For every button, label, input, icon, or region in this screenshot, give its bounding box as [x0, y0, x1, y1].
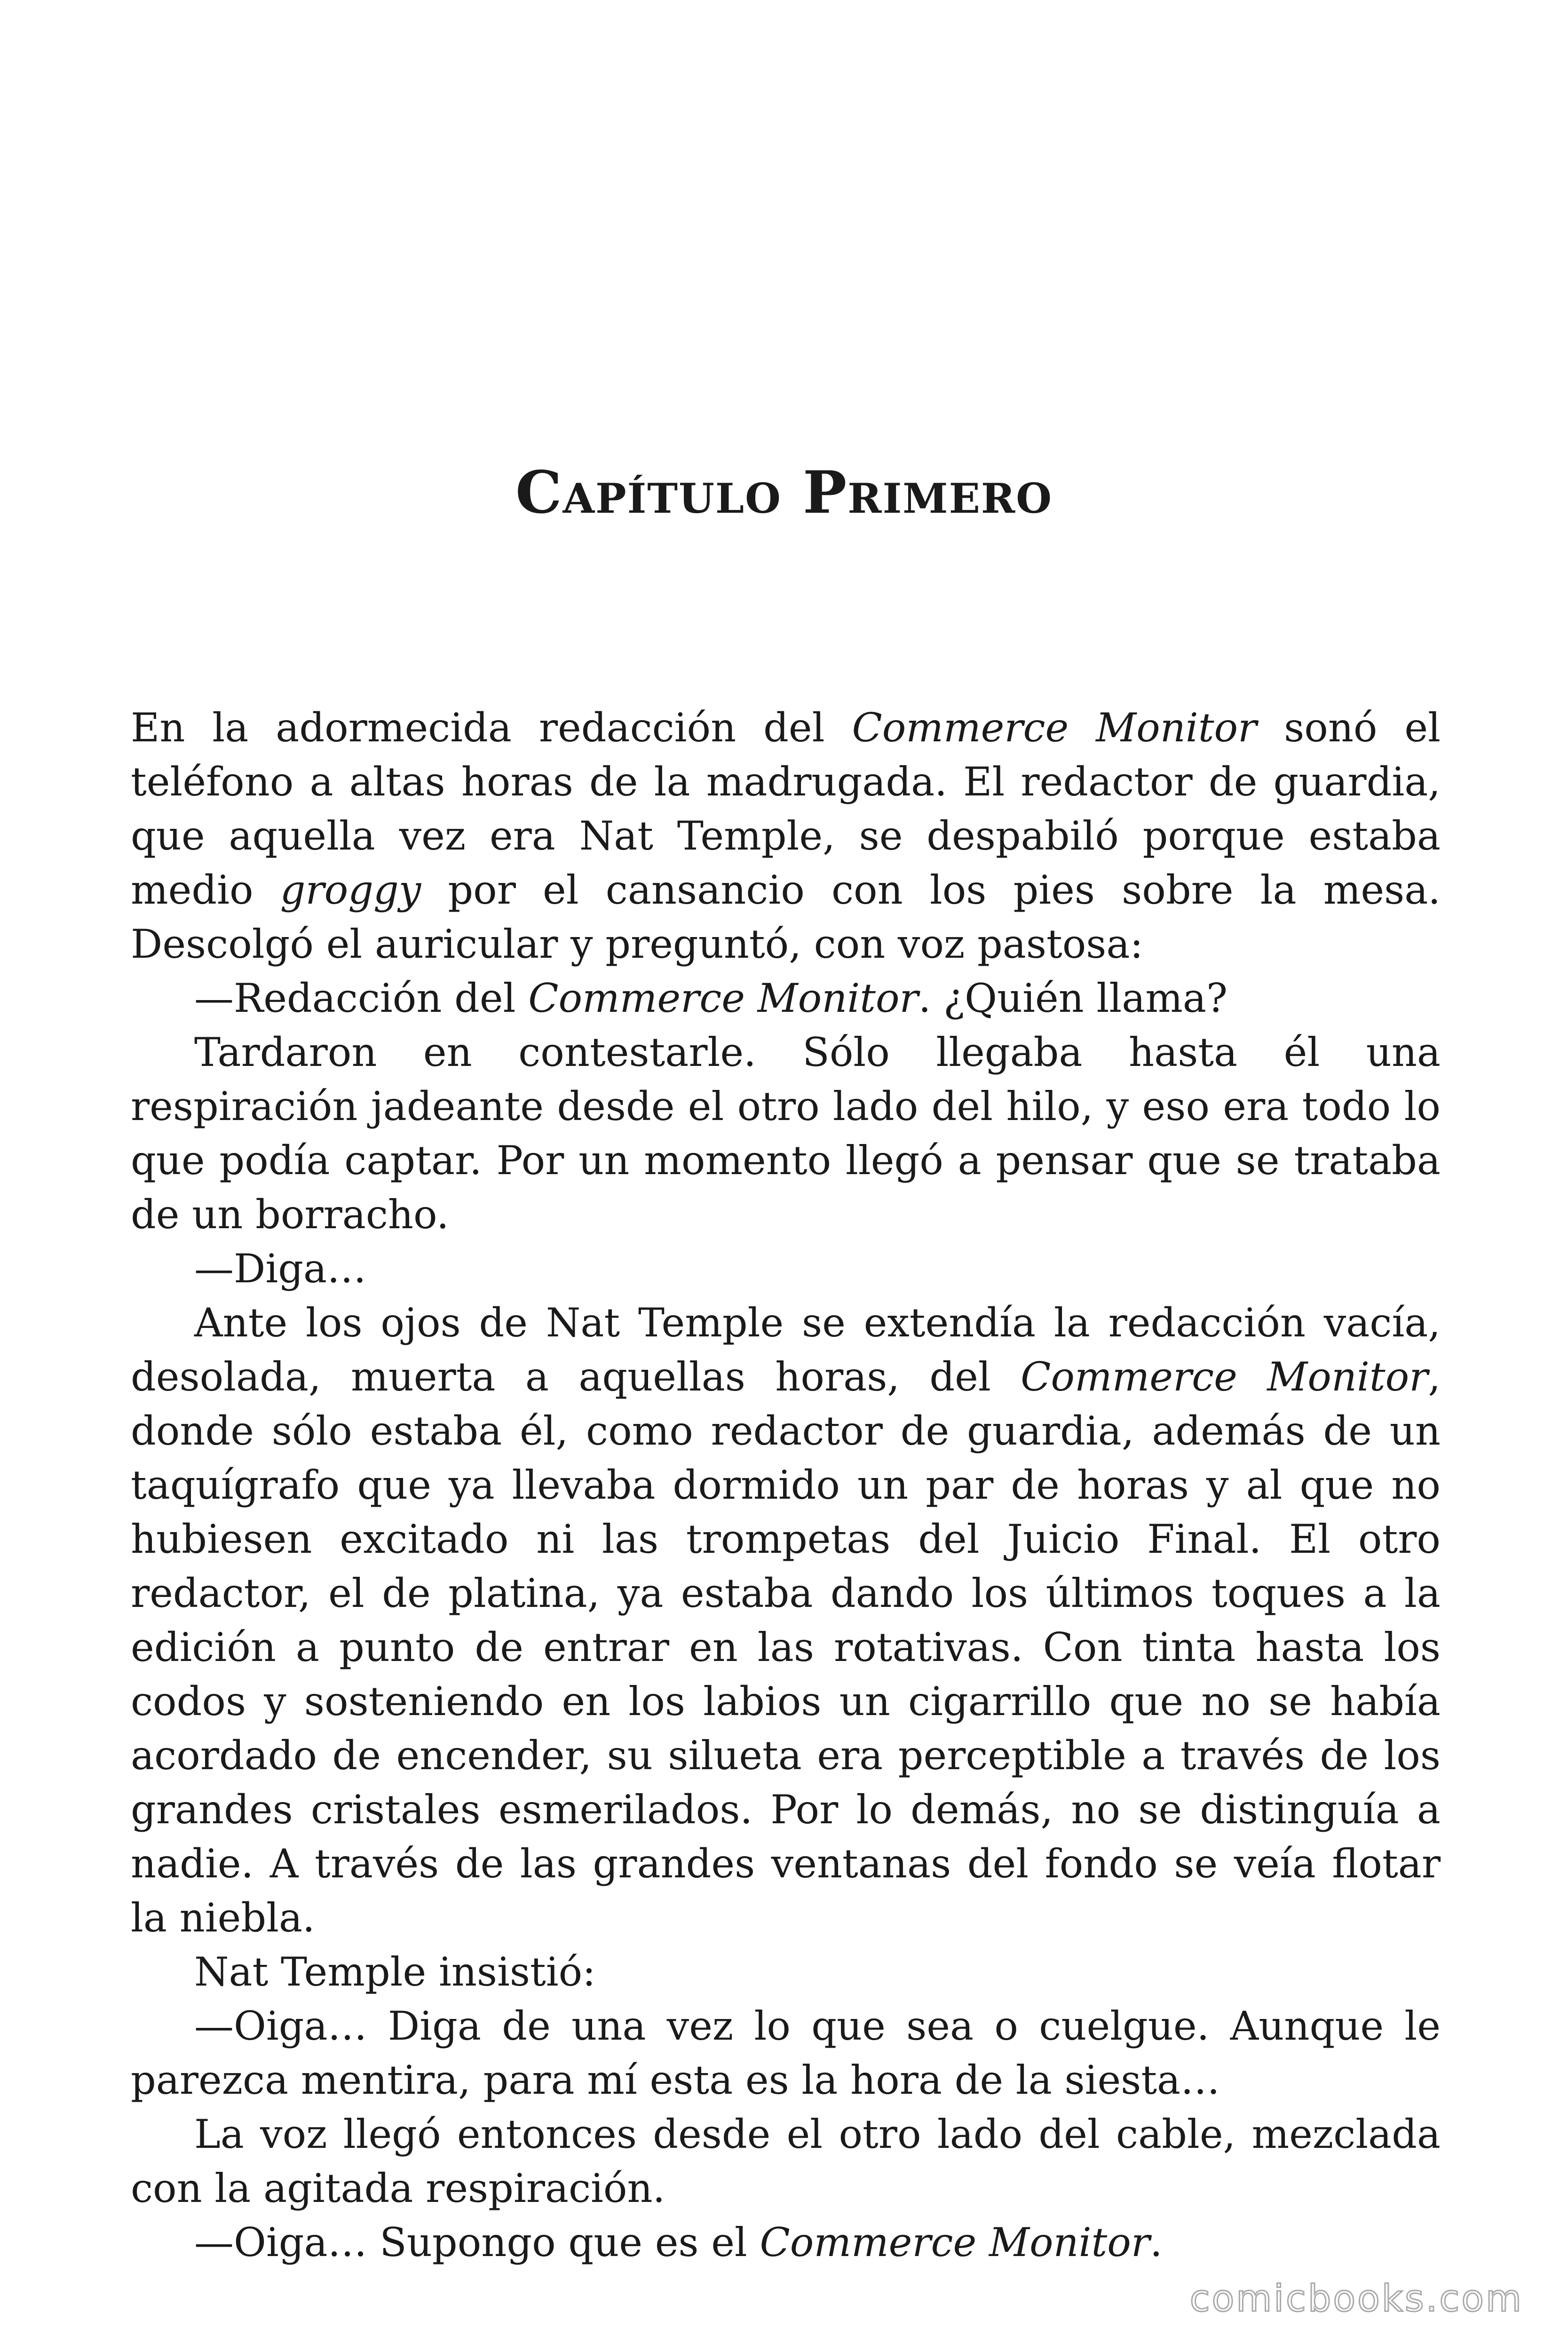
- italic-text: Commerce Monitor: [528, 975, 919, 1021]
- paragraph: [131, 971, 1441, 1025]
- text-segment: —Oiga… Diga de una vez lo que sea o cuelgue. Aunque le parezca mentira, para mí esta es la hora de la siesta…: [131, 2003, 1441, 2103]
- paragraph: [131, 1945, 1441, 1999]
- text-segment: —Diga…: [194, 1246, 367, 1292]
- text-segment: La voz llegó entonces desde el otro lado del cable, mezclada con la agitada respiración.: [131, 2111, 1441, 2211]
- text-segment: Tardaron en contestarle. Sólo llegaba hasta él una respiración jadeante desde el otro lado del hilo, y eso era todo lo que podía captar. Por un momento llegó a pensar que se trataba de un borracho.: [131, 1029, 1441, 1238]
- paragraph: [131, 2216, 1441, 2270]
- text-segment: —Redacción del: [194, 975, 529, 1021]
- paragraph: [131, 701, 1441, 971]
- text-segment: Ante los ojos de Nat Temple se extendía la redacción vacía, desolada, muerta a aquellas horas, del: [131, 1300, 1441, 1400]
- chapter-body: [131, 701, 1441, 2270]
- paragraph: [131, 2107, 1441, 2216]
- text-segment: por el cansancio con los pies sobre la mesa. Descolgó el auricular y preguntó, con voz pastosa:: [131, 867, 1441, 967]
- text-segment: , donde sólo estaba él, como redactor de guardia, además de un taquígrafo que ya llevaba dormido un par de horas y al que no hubiesen excitado ni las trompetas del Juicio Final. El otro redactor, el de platina, ya estaba dando los últimos toques a la edición a punto de entrar en las rotativas. Con tinta hasta los codos y sosteniendo en los labios un cigarrillo que no se había acordado de encender, su silueta era perceptible a través de los grandes cristales esmerilados. Por lo demás, no se distinguía a nadie. A través de las grandes ventanas del fondo se veía flotar la niebla.: [131, 1354, 1441, 1941]
- text-segment: En la adormecida redacción del: [131, 705, 852, 751]
- text-segment: Nat Temple insistió:: [194, 1949, 596, 1995]
- paragraph: [131, 1025, 1441, 1242]
- italic-text: Commerce Monitor: [852, 705, 1257, 751]
- paragraph: [131, 1999, 1441, 2107]
- paragraph: [131, 1242, 1441, 1296]
- paragraph: [131, 1296, 1441, 1945]
- italic-text: Commerce Monitor: [760, 2219, 1150, 2265]
- watermark-logo: comicbooks.com: [1189, 2278, 1523, 2320]
- italic-text: groggy: [280, 867, 421, 913]
- chapter-title: [0, 459, 1568, 527]
- text-segment: sonó el teléfono a altas horas de la madrugada. El redactor de guardia, que aquella vez era Nat Temple, se despabiló porque estaba medio: [131, 705, 1441, 913]
- italic-text: Commerce Monitor: [1021, 1354, 1428, 1400]
- text-segment: —Oiga… Supongo que es el: [194, 2219, 760, 2265]
- text-segment: . ¿Quién llama?: [918, 975, 1228, 1021]
- chapter-title-word-1: Capítulo: [515, 459, 782, 527]
- chapter-title-word-2: Primero: [803, 459, 1053, 527]
- text-segment: .: [1150, 2219, 1163, 2265]
